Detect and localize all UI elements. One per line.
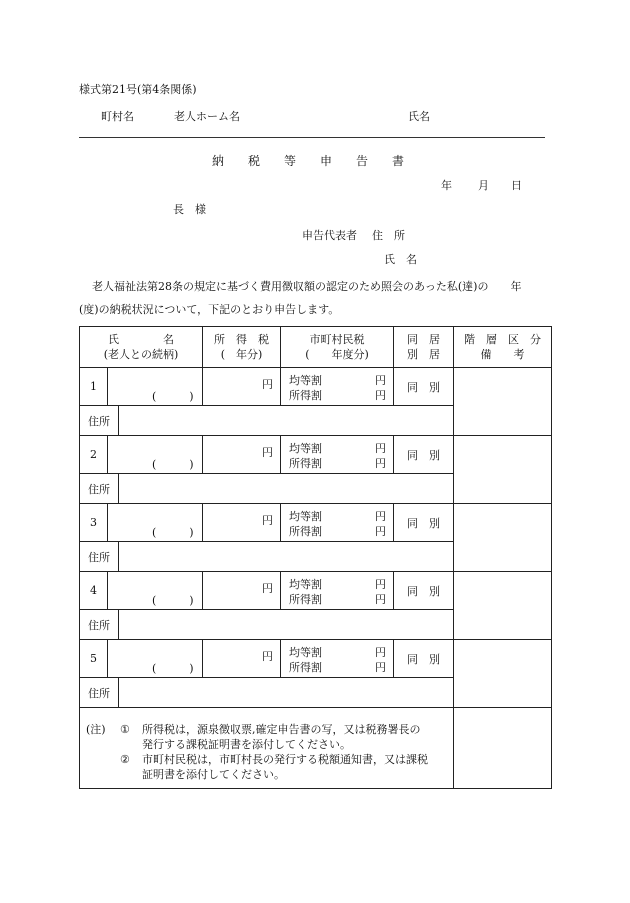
name-divider: [107, 368, 108, 405]
address-label-cell: [80, 474, 119, 504]
person-name-cell[interactable]: [80, 640, 203, 678]
declarant-address-label: 住 所: [372, 229, 405, 242]
income-tax-cell[interactable]: [203, 640, 281, 678]
address-field[interactable]: [119, 542, 454, 572]
same-separate-label: 同 別: [407, 380, 440, 394]
living-status-cell[interactable]: [394, 504, 454, 542]
note-text-2a: 市町村民税は，市町村長の発行する税額通知書，又は課税: [142, 753, 428, 766]
address-label: 住所: [88, 550, 110, 564]
address-field[interactable]: [119, 610, 454, 640]
header-living-line2: 別 居: [407, 348, 440, 361]
yen-label: 円: [375, 442, 386, 455]
yen-label: 円: [375, 661, 386, 674]
body-text-line1: 老人福祉法第28条の規定に基づく費用徴収額の認定のため照会のあった私(達)の 年: [92, 280, 522, 293]
per-capita-label: 均等割: [289, 578, 322, 591]
note-text-1b: 発行する課税証明書を添付してください。: [142, 738, 351, 751]
header-resident-cell: [281, 327, 394, 368]
yen-label: 円: [375, 510, 386, 523]
address-field[interactable]: [119, 678, 454, 708]
table-row: [80, 368, 552, 406]
resident-tax-cell[interactable]: [281, 504, 394, 542]
same-separate-label: 同 別: [407, 516, 440, 530]
name-divider: [107, 436, 108, 473]
per-capita-label: 均等割: [289, 510, 322, 523]
same-separate-label: 同 別: [407, 652, 440, 666]
header-name-cell: [80, 327, 203, 368]
row-number: 4: [90, 584, 97, 597]
person-name-cell[interactable]: [80, 368, 203, 406]
header-name-line2: (老人との続柄): [103, 348, 179, 361]
address-label-cell: [80, 542, 119, 572]
yen-label: 円: [262, 446, 273, 459]
header-class-line1: 階 層 区 分: [464, 333, 541, 346]
note-mark-2: ②: [120, 753, 130, 766]
header-name-label: 氏名: [408, 110, 430, 123]
notes-row: [80, 708, 552, 789]
yen-label: 円: [375, 593, 386, 606]
income-tax-cell[interactable]: [203, 368, 281, 406]
table-row: [80, 436, 552, 474]
note-item-2-cont: [86, 767, 453, 782]
yen-label: 円: [375, 578, 386, 591]
relationship-paren: ( ): [152, 662, 194, 675]
address-label: 住所: [88, 618, 110, 632]
yen-label: 円: [375, 374, 386, 387]
income-levy-label: 所得割: [289, 389, 322, 402]
note-text-1a: 所得税は，源泉徴収票,確定申告書の写，又は税務署長の: [142, 723, 421, 736]
relationship-paren: ( ): [152, 458, 194, 471]
address-label-cell: [80, 678, 119, 708]
same-separate-label: 同 別: [407, 448, 440, 462]
class-remarks-cell[interactable]: [454, 640, 552, 708]
body-text-line2: (度)の納税状況について，下記のとおり申告します。: [79, 303, 340, 316]
note-spacer: [120, 737, 142, 752]
page-title: 納 税 等 申 告 書: [212, 154, 405, 168]
header-income-cell: [203, 327, 281, 368]
note-item-2: [86, 752, 453, 767]
address-field[interactable]: [119, 474, 454, 504]
living-status-cell[interactable]: [394, 640, 454, 678]
yen-label: 円: [375, 646, 386, 659]
per-capita-label: 均等割: [289, 646, 322, 659]
class-remarks-cell[interactable]: [454, 436, 552, 504]
per-capita-label: 均等割: [289, 442, 322, 455]
income-tax-cell[interactable]: [203, 572, 281, 610]
address-label-cell: [80, 610, 119, 640]
class-remarks-cell[interactable]: [454, 572, 552, 640]
income-tax-cell[interactable]: [203, 436, 281, 474]
same-separate-label: 同 別: [407, 584, 440, 598]
person-name-cell[interactable]: [80, 504, 203, 542]
income-levy-label: 所得割: [289, 593, 322, 606]
row-number: 2: [90, 448, 97, 461]
header-living-line1: 同 居: [407, 333, 440, 346]
address-label: 住所: [88, 686, 110, 700]
header-name-line1: 氏 名: [108, 333, 174, 346]
class-remarks-cell[interactable]: [454, 504, 552, 572]
header-divider: [79, 137, 545, 138]
note-mark-1: ①: [120, 723, 130, 736]
income-tax-cell[interactable]: [203, 504, 281, 542]
header-income-line1: 所 得 税: [214, 333, 269, 346]
address-field[interactable]: [119, 406, 454, 436]
table-row: [80, 504, 552, 542]
date-month: 月: [478, 179, 489, 192]
note-spacer: [86, 752, 120, 767]
income-levy-label: 所得割: [289, 661, 322, 674]
address-label: 住所: [88, 414, 110, 428]
date-year: 年: [441, 179, 452, 192]
note-item-1-cont: [86, 737, 453, 752]
address-label-cell: [80, 406, 119, 436]
note-item-1: [86, 722, 453, 737]
name-divider: [107, 640, 108, 677]
relationship-paren: ( ): [152, 390, 194, 403]
per-capita-label: 均等割: [289, 374, 322, 387]
resident-tax-cell[interactable]: [281, 640, 394, 678]
header-income-line2: ( 年分): [220, 348, 263, 361]
header-class-cell: [454, 327, 552, 368]
living-status-cell[interactable]: [394, 368, 454, 406]
income-levy-label: 所得割: [289, 525, 322, 538]
yen-label: 円: [262, 514, 273, 527]
notes-label: (注): [86, 723, 106, 736]
yen-label: 円: [375, 389, 386, 402]
row-number: 3: [90, 516, 97, 529]
person-name-cell[interactable]: [80, 572, 203, 610]
row-number: 1: [90, 380, 97, 393]
form-number: 様式第21号(第4条関係): [79, 83, 197, 96]
resident-tax-cell[interactable]: [281, 572, 394, 610]
note-spacer: [86, 767, 120, 782]
representative-label: 申告代表者: [302, 229, 357, 242]
header-living-cell: [394, 327, 454, 368]
date-day: 日: [511, 179, 522, 192]
income-levy-label: 所得割: [289, 457, 322, 470]
resident-tax-cell[interactable]: [281, 368, 394, 406]
note-spacer: [120, 767, 142, 782]
declaration-table: [79, 326, 552, 789]
row-number: 5: [90, 652, 97, 665]
address-label: 住所: [88, 482, 110, 496]
table-header-row: [80, 327, 552, 368]
notes-blank-cell: [454, 708, 552, 789]
header-resident-line1: 市町村民税: [309, 333, 365, 346]
header-class-line2: 備 考: [480, 348, 525, 361]
home-label: 老人ホーム名: [174, 110, 240, 123]
addressee: 長 様: [173, 203, 206, 216]
relationship-paren: ( ): [152, 594, 194, 607]
yen-label: 円: [375, 457, 386, 470]
declarant-name-label: 氏 名: [384, 253, 417, 266]
note-spacer: [86, 737, 120, 752]
relationship-paren: ( ): [152, 526, 194, 539]
municipality-label: 町村名: [101, 110, 134, 123]
yen-label: 円: [262, 650, 273, 663]
notes-cell: [80, 708, 454, 789]
table-row: [80, 572, 552, 610]
table-row: [80, 640, 552, 678]
living-status-cell[interactable]: [394, 436, 454, 474]
yen-label: 円: [262, 378, 273, 391]
class-remarks-cell[interactable]: [454, 368, 552, 436]
name-divider: [107, 572, 108, 609]
person-name-cell[interactable]: [80, 436, 203, 474]
note-text-2b: 証明書を添付してください。: [142, 768, 285, 781]
yen-label: 円: [262, 582, 273, 595]
header-resident-line2: ( 年度分): [305, 348, 369, 361]
name-divider: [107, 504, 108, 541]
resident-tax-cell[interactable]: [281, 436, 394, 474]
yen-label: 円: [375, 525, 386, 538]
living-status-cell[interactable]: [394, 572, 454, 610]
